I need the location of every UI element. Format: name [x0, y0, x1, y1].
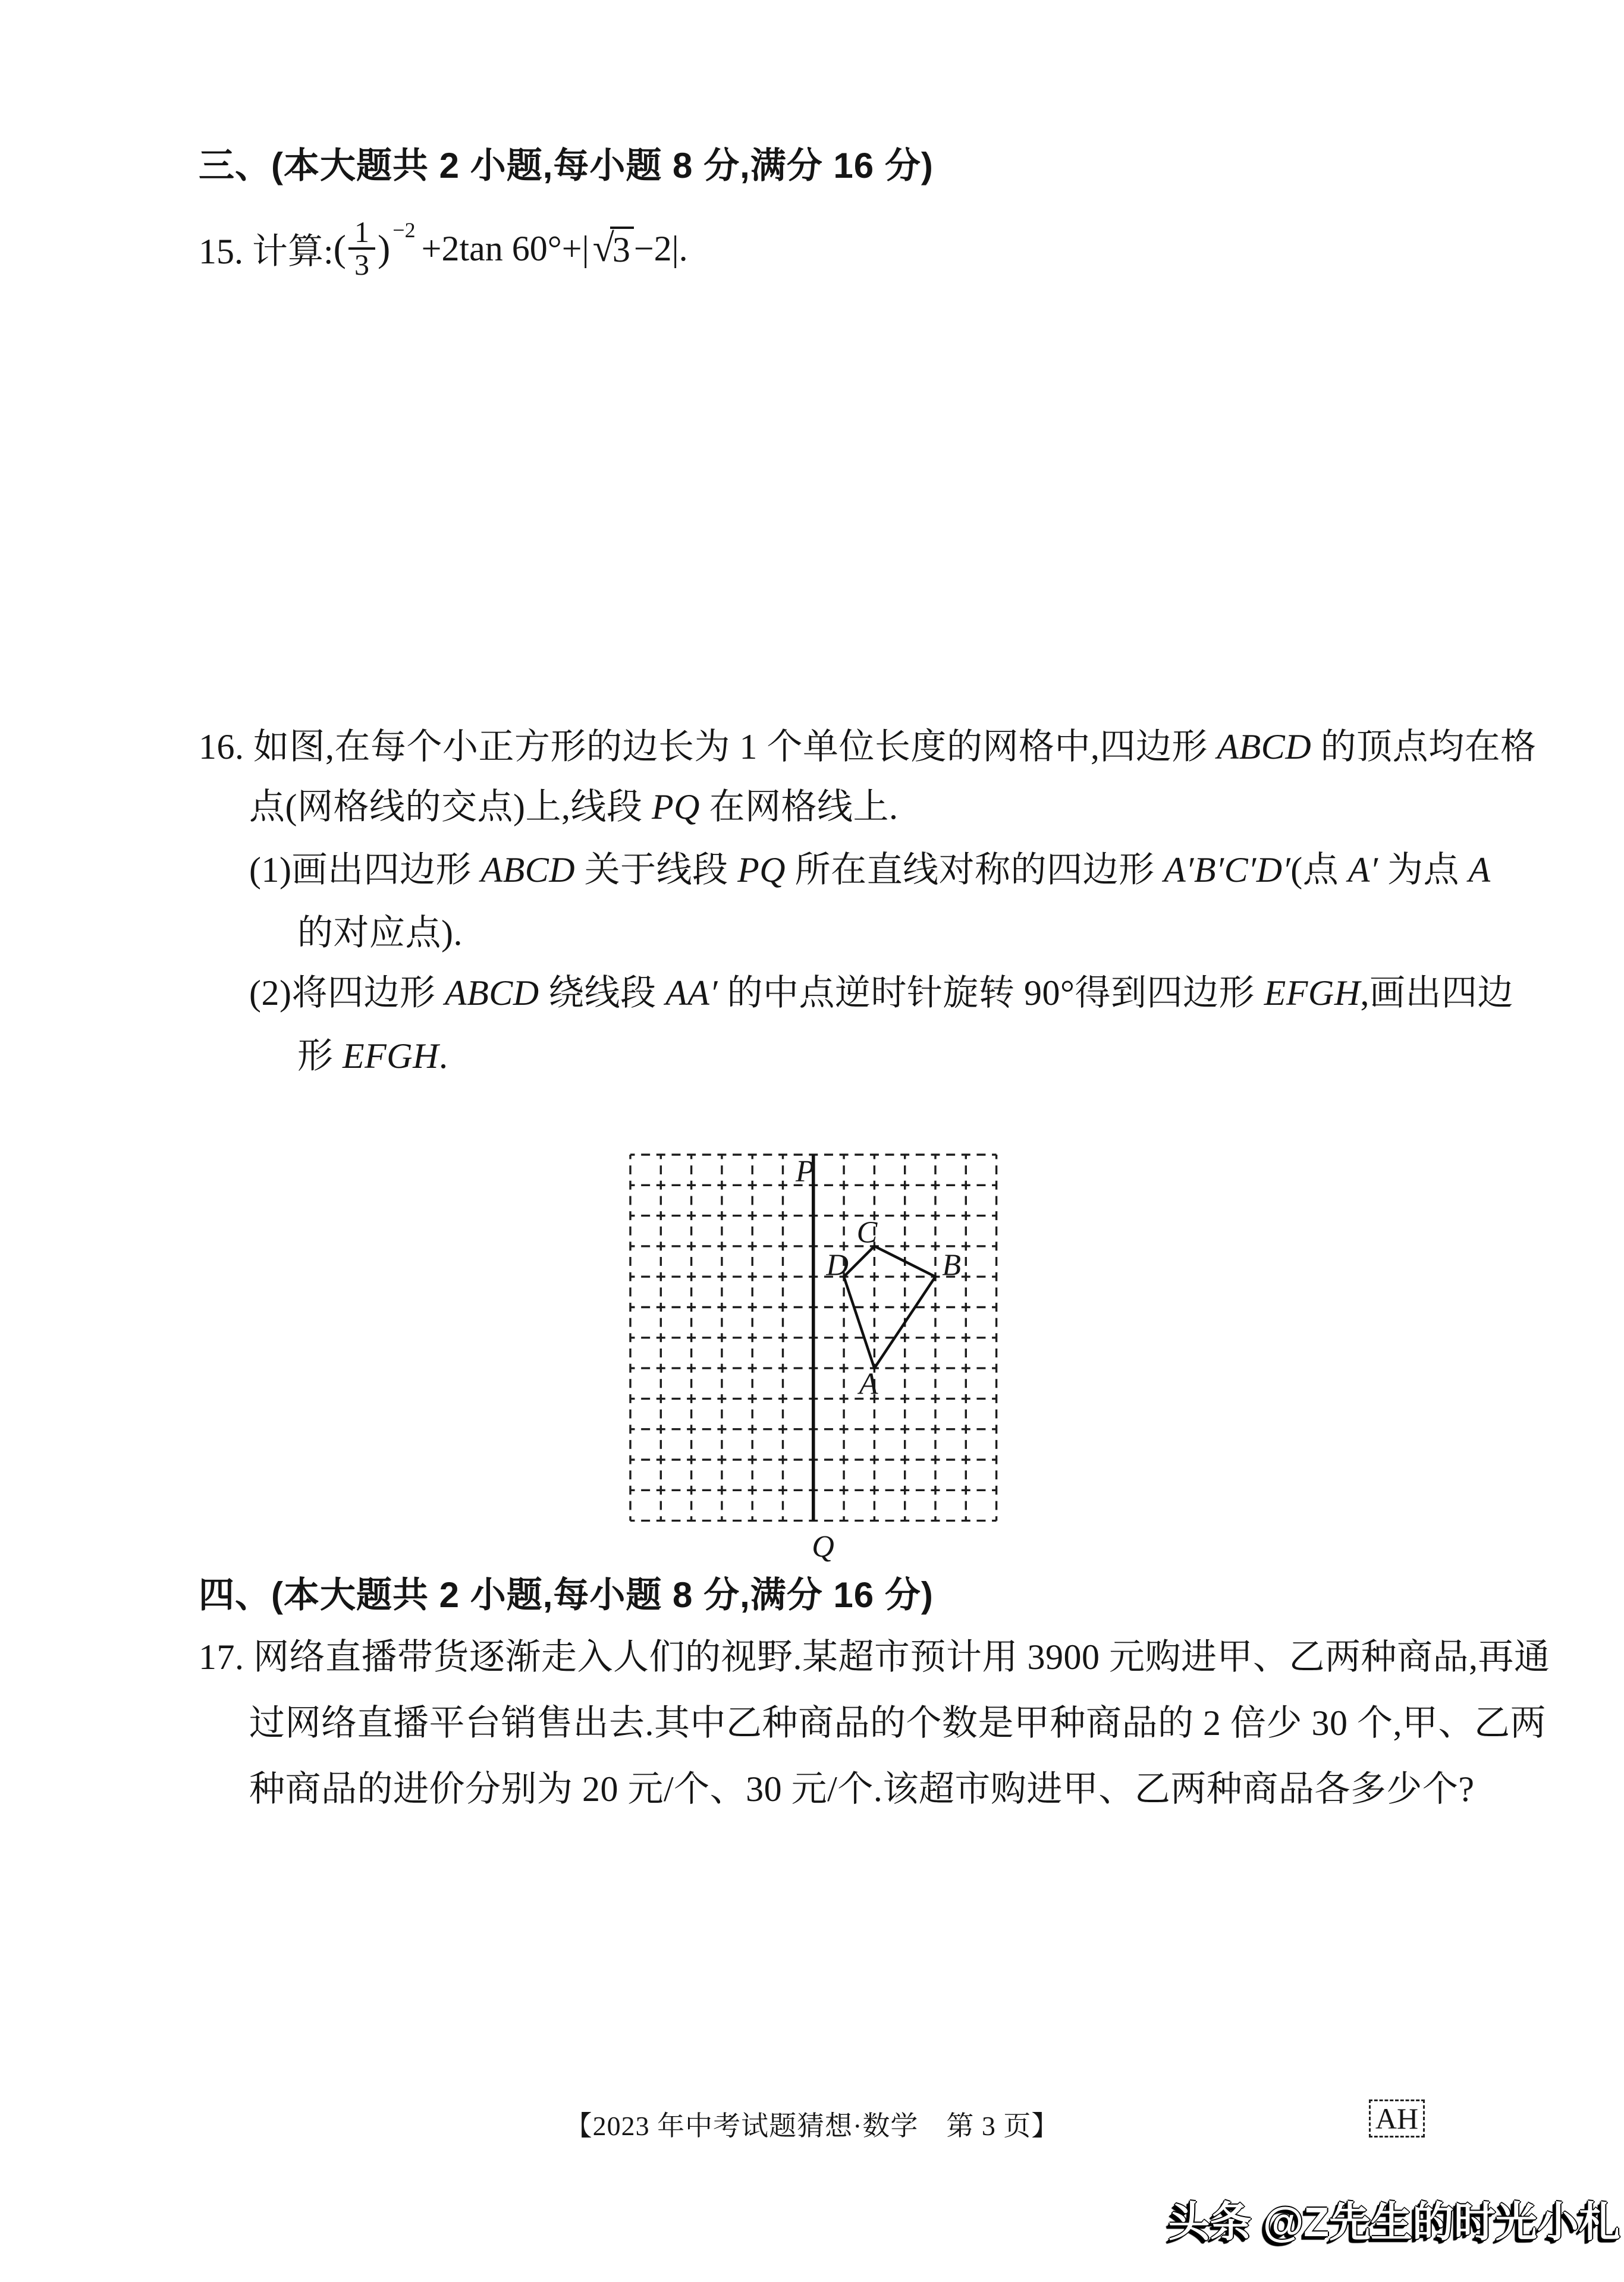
text-run: .	[438, 1036, 448, 1076]
math-term: ABCD	[444, 973, 539, 1013]
text-run: 点(网格线的交点)上,线段	[249, 787, 652, 826]
problem-17-line-3: 种商品的进价分别为 20 元/个、30 元/个.该超市购进甲、乙两种商品各多少个?	[249, 1769, 1475, 1809]
vertex-label-D: D	[826, 1248, 849, 1283]
math-term: AA′	[665, 973, 718, 1013]
problem-16-line-1	[199, 727, 1537, 766]
math-term: ABCD	[480, 850, 576, 889]
math-term: A′B′C′D′	[1164, 850, 1291, 889]
text-run: 在网格线上.	[699, 787, 899, 826]
math-term: EFGH	[343, 1036, 439, 1076]
problem-16-line-5	[249, 973, 1513, 1013]
math-term: PQ	[651, 787, 700, 826]
problem-16-line-4	[297, 913, 463, 953]
text-run: (1)画出四边形	[249, 850, 481, 889]
section-three-heading: 三、(本大题共 2 小题,每小题 8 分,满分 16 分)	[199, 146, 934, 186]
fraction-numerator: 1	[354, 215, 369, 249]
problem-16-line-2	[249, 787, 898, 826]
region-badge: AH	[1369, 2099, 1425, 2138]
problem-16-line-6	[297, 1036, 448, 1076]
text-run: 的中点逆时针旋转 90°得到四边形	[718, 973, 1264, 1013]
problem-15-open-paren: (	[333, 227, 346, 269]
vertex-label-A: A	[859, 1367, 878, 1401]
problem-17-line-2: 过网络直播平台销售出去.其中乙种商品的个数是甲种商品的 2 倍少 30 个,甲、乙两	[249, 1703, 1546, 1743]
math-term: A′	[1347, 850, 1378, 889]
text-run: 所在直线对称的四边形	[786, 850, 1164, 889]
text-run: 形	[297, 1036, 343, 1076]
text-run: 的顶点均在格	[1311, 727, 1537, 766]
text-run: 绕线段	[539, 973, 666, 1013]
text-run: 关于线段	[575, 850, 738, 889]
problem-15	[199, 215, 688, 282]
section-four-heading: 四、(本大题共 2 小题,每小题 8 分,满分 16 分)	[199, 1575, 934, 1615]
text-run: (点	[1290, 850, 1348, 889]
grid-figure	[626, 1150, 1001, 1574]
math-term: EFGH	[1264, 973, 1361, 1013]
text-run: (2)将四边形	[249, 973, 445, 1013]
text-run: ,画出四边	[1360, 973, 1514, 1013]
problem-15-middle-terms: +2tan 60°+|	[421, 228, 589, 268]
vertex-label-B: B	[942, 1248, 962, 1283]
grid-figure-wrap	[626, 1150, 1001, 1577]
problem-15-close-paren: )	[377, 227, 391, 269]
problem-15-label: 15. 计算:	[199, 232, 334, 271]
footer-text: 【2023 年中考试题猜想·数学 第 3 页】	[564, 2111, 1060, 2141]
text-run: 的对应点).	[297, 913, 463, 953]
radicand: 3	[610, 227, 634, 271]
radical-sign: √	[592, 227, 614, 270]
problem-15-tail: −2|.	[633, 228, 688, 268]
fraction-denominator: 3	[348, 247, 375, 279]
text-run: 16. 如图,在每个小正方形的边长为 1 个单位长度的网格中,四边形	[199, 727, 1217, 766]
problem-15-exponent: −2	[392, 218, 416, 242]
problem-17-line-1: 17. 网络直播带货逐渐走入人们的视野.某超市预计用 3900 元购进甲、乙两种商品,再通	[199, 1637, 1550, 1677]
problem-16-line-3	[249, 850, 1491, 889]
math-term: ABCD	[1217, 727, 1312, 766]
vertex-label-P: P	[796, 1155, 815, 1189]
vertex-label-C: C	[856, 1215, 878, 1250]
text-run: 为点	[1378, 850, 1469, 889]
watermark-text: 头条 @Z先生的时光小札	[1168, 2199, 1620, 2245]
problem-15-fraction	[348, 215, 375, 281]
math-term: A	[1468, 850, 1491, 889]
math-term: PQ	[737, 850, 786, 889]
vertex-label-Q: Q	[812, 1530, 834, 1564]
